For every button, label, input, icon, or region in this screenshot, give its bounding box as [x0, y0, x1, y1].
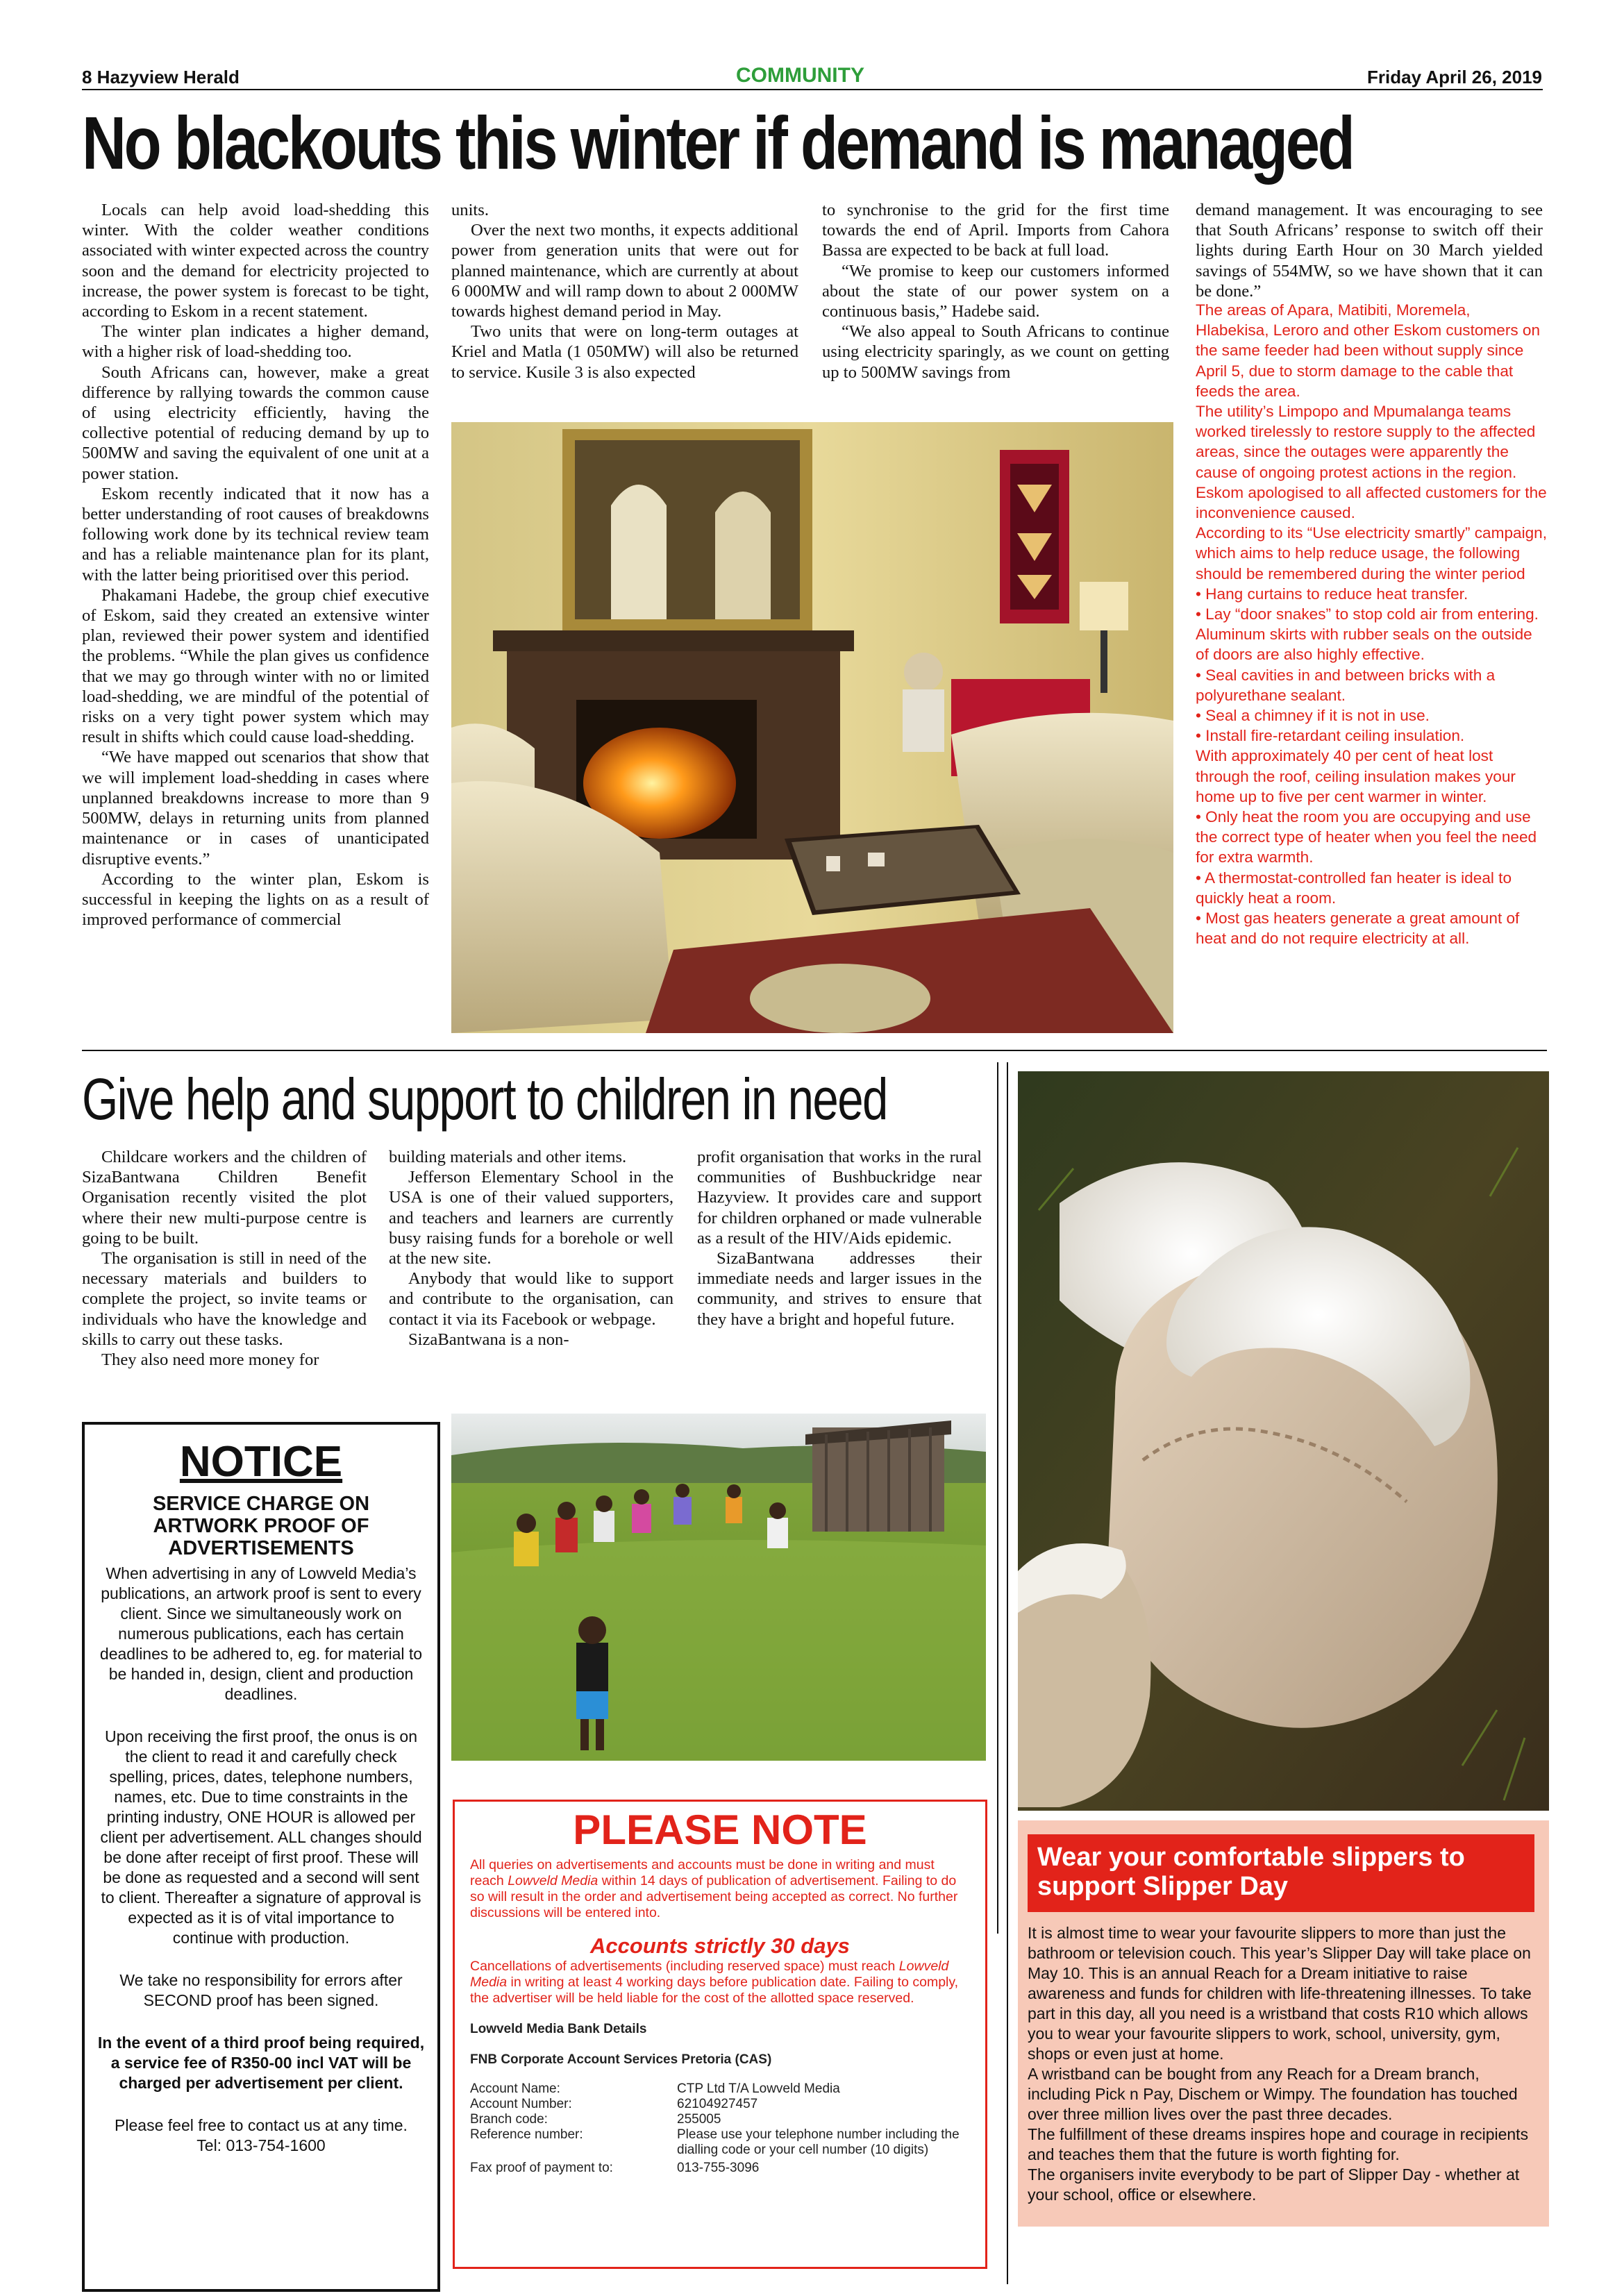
children-field-photo — [451, 1414, 986, 1761]
bank-details-table — [470, 2081, 970, 2176]
notice-paragraph: Upon receiving the first proof, the onus is on the client to read it and carefully check spelling, prices, dates, telephone numbers, names, etc. Due to time constraints in the printing industry, ONE HOUR is allowed per client per advertisement. ALL changes should be done after receipt of first proof. These will be done as requested and a second will sent to client. Thereafter a signature of approval is expected as it is of vital importance to continue with production. — [100, 1727, 422, 1947]
article1-column-3 — [822, 200, 1169, 383]
article2-column-1 — [82, 1147, 367, 1370]
paragraph: units. — [451, 201, 489, 219]
bank-row: Fax proof of payment to: 013-755-3096 — [470, 2161, 760, 2175]
bank-row: Account Name: CTP Ltd T/A Lowveld Media — [470, 2081, 840, 2096]
bank-row: Account Number: 62104927457 — [470, 2097, 758, 2111]
paragraph: Phakamani Hadebe, the group chief executive of Eskom, said they created an extensive winter plan, reviewed their power system and identified the problems. “While the plan gives us confidence that we may go through winter with no or limited load-shedding, we are mindful of the potential of risks on a very tight power system which may result in shifts which could cause load-shedding. — [82, 585, 429, 747]
please-note-paragraph: All queries on advertisements and accounts must be done in writing and must reach Lowveld Media within 14 days of publication of advertisement. Failing to do so will result in the order and advertisement being accepted as correct. No further discussions will be entered into. — [470, 1857, 958, 1920]
paragraph: building materials and other items. — [389, 1148, 627, 1166]
notice-box — [82, 1422, 440, 2292]
paragraph: “We have mapped out scenarios that show that we will implement load-shedding in cases where unplanned breakdowns increase to more than 9 500MW, delays in returning units from planned maintenance or in cases of unanticipated disruptive events.” — [82, 748, 429, 869]
please-note-paragraph: Cancellations of advertisements (including reserved space) must reach Lowveld Media in writing at least 4 working days before publication date. Failing to comply, the advertiser will be held liable for the cost of the allotted space reserved. — [470, 1959, 959, 2006]
please-note-title: PLEASE NOTE — [573, 1807, 867, 1853]
tip-item: • Seal a chimney if it is not in use. — [1196, 707, 1430, 725]
bank-name: FNB Corporate Account Services Pretoria (CAS) — [470, 2052, 772, 2067]
paragraph: Jefferson Elementary School in the USA is one of their valued supporters, and teachers and learners are currently busy raising funds for a borehole or well at the new site. — [389, 1168, 673, 1268]
paragraph: South Africans can, however, make a great difference by rallying towards the common cause of using electricity efficiently, having the collective potential of reducing demand by up to 500MW and saving the equivalent of one unit at a power station. — [82, 362, 429, 483]
article1-headline: No blackouts this winter if demand is managed — [82, 101, 1353, 185]
paragraph: to synchronise to the grid for the first time towards the end of April. Imports from Cahora Bassa are expected to be back at full load. — [822, 201, 1169, 260]
bank-row: Reference number: Please use your telephone number including the dialling code or your cell number (10 digits) — [470, 2127, 960, 2157]
paragraph: Eskom recently indicated that it now has a better understanding of root causes of breakdowns following work done by its technical review team and has a reliable maintenance plan for its plant, with the latter being prioritised over this period. — [82, 484, 429, 585]
living-room-photo — [451, 422, 1173, 1033]
winter-tips-sidebar — [1196, 300, 1547, 949]
paragraph: According to its “Use electricity smartly” campaign, which aims to help reduce usage, the following should be remembered during the winter period — [1196, 524, 1547, 583]
tip-item: • Lay “door snakes” to stop cold air from entering. Aluminum skirts with rubber seals on the outside of doors are also highly effective. — [1196, 605, 1539, 664]
paragraph: The winter plan indicates a higher demand, with a higher risk of load-shedding too. — [82, 322, 429, 362]
slipper-day-text — [1028, 1923, 1534, 2205]
notice-title: NOTICE — [179, 1438, 343, 1486]
bank-row: Branch code: 255005 — [470, 2112, 721, 2127]
notice-phone: Tel: 013-754-1600 — [196, 2136, 326, 2154]
slippers-photo — [1018, 1071, 1549, 1811]
notice-fee-paragraph: In the event of a third proof being required, a service fee of R350-00 incl VAT will be charged per advertisement per client. — [97, 2034, 425, 2092]
paragraph: “We promise to keep our customers informed about the state of our power system on a continuous basis,” Hadebe said. — [822, 261, 1169, 321]
paragraph: Childcare workers and the children of SizaBantwana Children Benefit Organisation recently visited the plot where their new multi-purpose centre is going to be built. — [82, 1148, 367, 1248]
tip-item: • Install fire-retardant ceiling insulation. — [1196, 727, 1465, 745]
paragraph: Locals can help avoid load-shedding this winter. With the colder weather conditions associated with winter expected across the country soon and the demand for electricity projected to increase, the power system is forecast to be tight, according to Eskom in a recent statement. — [82, 201, 429, 321]
article2-column-3 — [697, 1147, 982, 1330]
notice-paragraph: Please feel free to contact us at any time. — [115, 2116, 408, 2134]
paragraph: The organisation is still in need of the necessary materials and builders to complete the project, so invite teams or individuals who have the knowledge and skills to carry out these tasks. — [82, 1249, 367, 1349]
masthead-rule — [82, 89, 1543, 90]
paragraph: The organisers invite everybody to be part of Slipper Day - whether at your school, office or elsewhere. — [1028, 2165, 1520, 2204]
paragraph: According to the winter plan, Eskom is successful in keeping the lights on as a result of improved performance of commercial — [82, 869, 429, 930]
notice-paragraph: We take no responsibility for errors after SECOND proof has been signed. — [119, 1971, 403, 2009]
paragraph: The areas of Apara, Matibiti, Moremela, Hlabekisa, Leroro and other Eskom customers on the same feeder had been without supply since April 5, due to storm damage to the cable that feeds the area. — [1196, 301, 1541, 400]
article1-column-4 — [1196, 200, 1543, 301]
notice-paragraph: When advertising in any of Lowveld Media’s publications, an artwork proof is sent to every client. Since we simultaneously work on numerous publications, each has certain deadlines to be adhered to, eg. for material to be handed in, design, client and production deadlines. — [99, 1564, 423, 1703]
article2-headline: Give help and support to children in need — [82, 1066, 887, 1132]
accounts-subhead: Accounts strictly 30 days — [590, 1934, 850, 1958]
article1-column-2 — [451, 200, 798, 383]
paragraph: The utility’s Limpopo and Mpumalanga teams worked tirelessly to restore supply to the affected areas, since the outages were apparently the cause of ongoing protest actions in the region. — [1196, 403, 1536, 481]
column-rule — [997, 1062, 998, 1934]
paragraph: It is almost time to wear your favourite slippers to more than just the bathroom or television couch. This year’s Slipper Day will take place on May 10. This is an annual Reach for a Dream initiative to raise awareness and funds for children with life-threatening illnesses. To take part in this day, all you need is a wristband that costs R10 which allows you to wear your favourite slippers to work, school, university, gym, shops or even just at home. — [1028, 1924, 1532, 2063]
section-label: COMMUNITY — [736, 64, 864, 87]
paragraph: “We also appeal to South Africans to continue using electricity sparingly, as we count on getting up to 500MW savings from — [822, 322, 1169, 382]
paragraph: The fulfillment of these dreams inspires hope and courage in recipients and teaches them that the future is worth fighting for. — [1028, 2125, 1529, 2163]
paragraph: SizaBantwana is a non- — [408, 1330, 569, 1349]
paragraph: With approximately 40 per cent of heat lost through the roof, ceiling insulation makes your home up to five per cent warmer in winter. — [1196, 747, 1516, 805]
page-label: 8 Hazyview Herald — [82, 67, 240, 87]
article2-column-2 — [389, 1147, 673, 1350]
paragraph: Over the next two months, it expects additional power from generation units that were out for planned maintenance, which are currently at about 6 000MW and will ramp down to about 2 000MW towards highest demand period in May. — [451, 221, 798, 321]
slipper-day-title: Wear your comfortable slippers to support Slipper Day — [1028, 1834, 1534, 1912]
paragraph: Two units that were on long-term outages at Kriel and Matla (1 050MW) will also be returned to service. Kusile 3 is also expected — [451, 322, 798, 382]
paragraph: profit organisation that works in the rural communities of Bushbuckridge near Hazyview. It provides care and support for children orphaned or made vulnerable as a result of the HIV/Aids epidemic. — [697, 1148, 982, 1248]
please-note-box — [453, 1800, 987, 2269]
paragraph: demand management. It was encouraging to see that South Africans’ response to switch off their lights during Earth Hour on 30 March yielded savings of 554MW, so we have shown that it can be done.” — [1196, 201, 1543, 301]
section-divider — [82, 1050, 1547, 1051]
paragraph: A wristband can be bought from any Reach for a Dream branch, including Pick n Pay, Dischem or Wimpy. The foundation has touched over three million lives over the past three decades. — [1028, 2065, 1518, 2123]
tip-item: • Most gas heaters generate a great amount of heat and do not require electricity at all. — [1196, 910, 1520, 948]
issue-date: Friday April 26, 2019 — [1367, 67, 1542, 87]
paragraph: They also need more money for — [101, 1350, 319, 1370]
tip-item: • Hang curtains to reduce heat transfer. — [1196, 585, 1468, 603]
paragraph: Eskom apologised to all affected customers for the inconvenience caused. — [1196, 483, 1547, 522]
tip-item: • A thermostat-controlled fan heater is ideal to quickly heat a room. — [1196, 869, 1512, 907]
article1-column-1 — [82, 200, 429, 930]
paragraph: Anybody that would like to support and contribute to the organisation, can contact it via its Facebook or webpage. — [389, 1269, 673, 1329]
bank-details-title: Lowveld Media Bank Details — [470, 2022, 647, 2036]
tip-item: • Only heat the room you are occupying and use the correct type of heater when you feel the need for extra warmth. — [1196, 808, 1537, 866]
notice-subtitle: SERVICE CHARGE ON ARTWORK PROOF OF ADVERTISEMENTS — [152, 1493, 370, 1559]
tip-item: • Seal cavities in and between bricks with a polyurethane sealant. — [1196, 666, 1496, 704]
column-rule — [1007, 1062, 1008, 2284]
paragraph: SizaBantwana addresses their immediate needs and larger issues in the community, and strives to ensure that they have a bright and hopeful future. — [697, 1249, 982, 1329]
